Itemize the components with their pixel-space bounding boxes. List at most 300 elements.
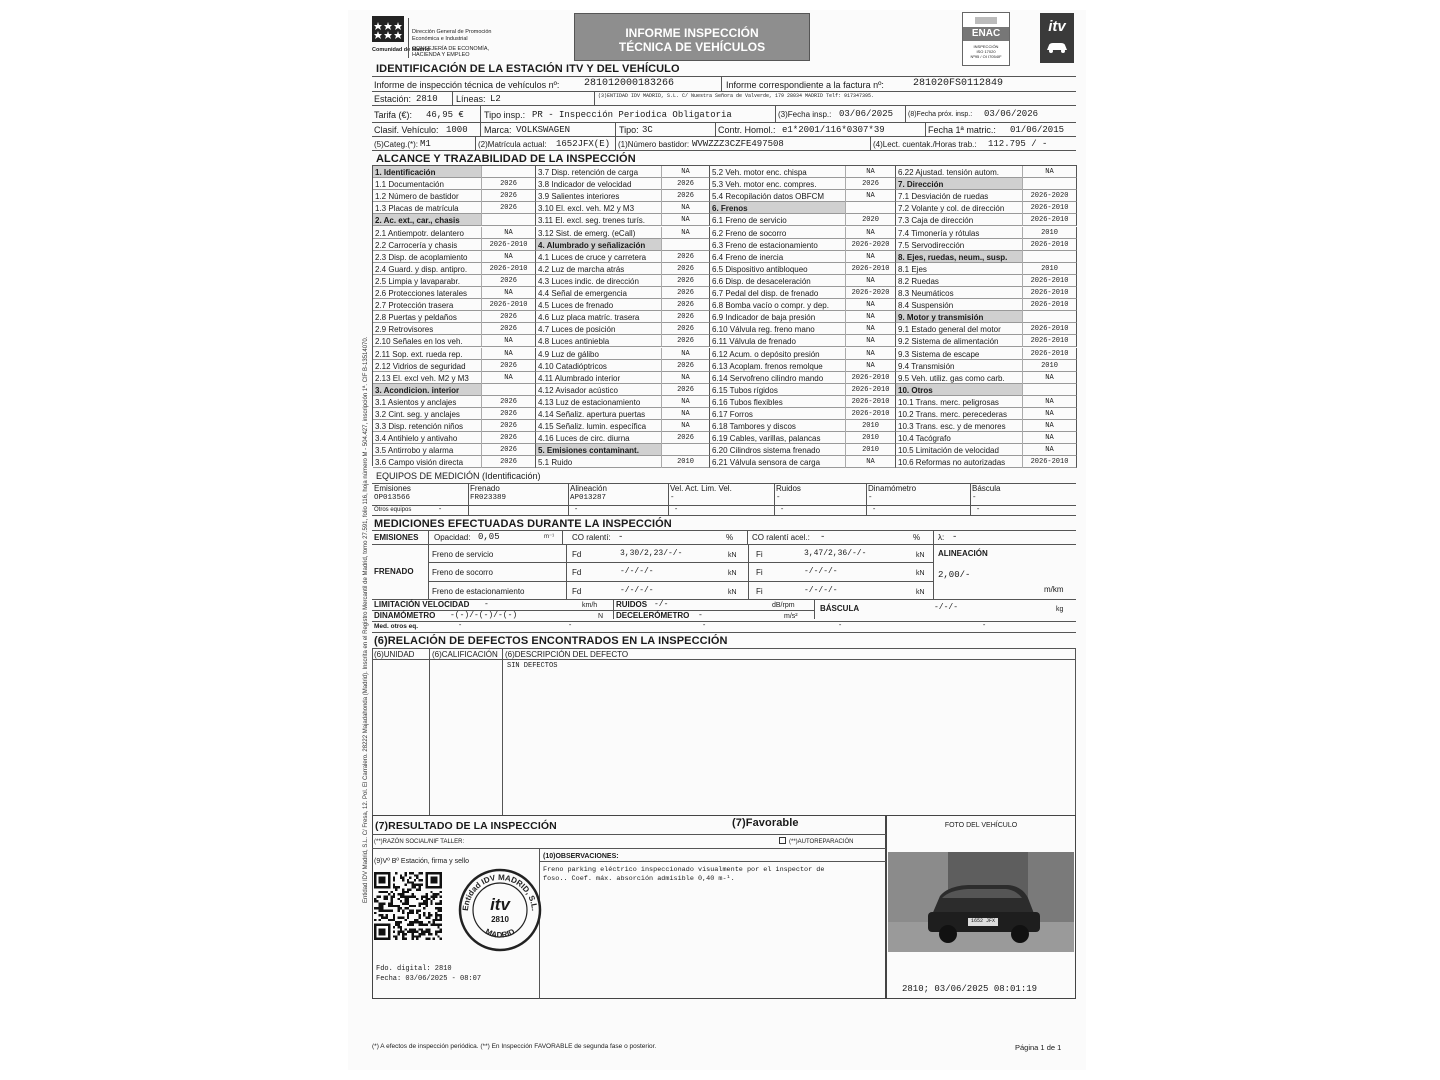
med-otros-label: Med. otros eq. [374,623,419,630]
alcance-item [896,396,1077,408]
alcance-item [896,311,1077,323]
alcance-item-label: 2.10 Señales en los veh. [375,337,463,347]
brake-label: Freno de socorro [432,568,493,578]
alcance-item-label: 6.2 Freno de socorro [712,228,787,238]
marca-value: VOLKSWAGEN [516,125,571,135]
alcance-item [536,251,710,263]
alcance-item-value: 2026-2020 [851,289,890,297]
alcance-item-value: NA [866,325,875,334]
alcance-item-label: 6.21 Válvula sensora de carga [712,458,821,468]
alcance-group-label: 10. Otros [898,385,933,395]
alcance-item-label: 8.1 Ejes [898,264,927,274]
alcance-item-value: 2010 [862,422,879,431]
mediciones-title: MEDICIONES EFECTUADAS DURANTE LA INSPECCIÓN [374,518,672,530]
tipo-value: 3C [642,125,653,135]
limitacion-label: LIMITACIÓN VELOCIDAD [374,600,470,609]
alineacion-unit: m/km [1044,585,1064,594]
vehicle-plate: 1652 JFX [970,918,995,924]
alcance-item [373,444,536,456]
alcance-item-label: 3.6 Campo visión directa [375,458,464,468]
alcance-item-value: NA [1045,168,1054,176]
observaciones-line1: Freno parking eléctrico inspeccionado visualmente por el inspector de [543,866,825,874]
alcance-item-label: 2.6 Protecciones laterales [375,289,468,298]
med-otros-value: - [838,622,843,630]
alcance-item-label: 4.1 Luces de cruce y carretera [538,252,647,262]
dinamometro-unit: N [598,613,604,620]
alcance-item-label: 6.16 Tubos flexibles [712,397,783,407]
alcance-item-label: 4.7 Luces de posición [538,325,616,335]
alcance-item-value: NA [504,289,513,297]
alcance-item-value: 2026-2010 [1030,204,1069,213]
alcance-item-label: 4.12 Avisador acústico [538,385,618,395]
alcance-group-label: 1. Identificación [375,168,436,177]
alcance-item-label: 8.4 Suspensión [898,301,954,311]
firma-label: (9)Vº Bº Estación, firma y sello [374,858,469,865]
alcance-item-label: 4.11 Alumbrado interior [538,373,621,383]
bastidor-label: (1)Número bastidor: [618,140,690,149]
informe-value: 281012000183266 [584,78,675,89]
alcance-item [710,166,896,178]
alcance-item-label: 7.2 Volante y col. de dirección [898,204,1005,214]
alcance-item [373,408,536,420]
alcance-item-label: 7.5 Servodirección [898,240,965,250]
alcance-item-label: 10.6 Reformas no autorizadas [898,458,1006,468]
fd-label: Fd [572,568,582,578]
alcance-item-value: 2026 [862,180,879,189]
alcance-item-value: NA [866,192,875,201]
alcance-item-label: 9.5 Veh. utiliz. gas como carb. [898,373,1005,383]
alcance-item [896,275,1077,287]
opacidad-label: Opacidad: [434,533,471,542]
alcance-item-value: NA [681,216,690,225]
equipo-value: OP013566 [374,494,411,502]
alcance-item-value: 2026-2010 [851,397,890,406]
autorep-checkbox[interactable] [779,837,786,844]
alcance-item-label: 9.4 Transmisión [898,361,955,371]
enac-sub-1: INSPECCIÓN [973,44,999,49]
alcance-item [710,178,896,190]
otros-equipos-row [372,505,1076,515]
alcance-item-label: 7.1 Desviación de ruedas [898,192,989,202]
alcance-item-label: 4.13 Luz de estacionamiento [538,397,641,407]
alcance-item-value: 2026 [500,204,517,213]
alcance-item [710,275,896,287]
org-line-4: HACIENDA Y EMPLEO [412,52,470,58]
alcance-item-value: NA [1045,422,1054,431]
equipo-label: Ruidos [776,484,801,493]
alcance-item [896,456,1077,468]
alcance-item [710,408,896,420]
alcance-item [373,263,536,275]
co-value: - [618,532,624,542]
tipo-insp-value: PR - Inspección Periodica Obligatoria [532,110,732,120]
alcance-item [896,299,1077,311]
alcance-item-value: 2026 [677,337,694,346]
org-line-1: Dirección General de Promoción [412,29,492,35]
alcance-item [710,420,896,432]
alcance-item-value: NA [866,168,875,176]
alcance-item [536,311,710,323]
alcance-item-label: 4.15 Señaliz. lumin. específica [538,422,647,432]
alcance-item [536,444,710,456]
alcance-item [536,396,710,408]
alcance-item-label: 2.8 Puertas y peldaños [375,313,457,323]
alcance-item [896,432,1077,444]
alcance-item [373,202,536,214]
alcance-item-label: 6.20 Cilindros sistema frenado [712,446,821,456]
alcance-item-label: 5.4 Recopilación datos OBFCM [712,192,825,202]
alcance-item-value: NA [504,252,513,261]
lambda-value: - [952,532,958,542]
bastidor-value: WVWZZZ3CZFE497508 [692,139,784,149]
alcance-item-label: 10.2 Trans. merc. perecederas [898,410,1007,419]
matricula-label: (2)Matrícula actual: [478,140,547,149]
alcance-item-value: NA [866,276,875,285]
alcance-item-label: 4.14 Señaliz. apertura puertas [538,410,646,419]
foto-label: FOTO DEL VEHÍCULO [944,822,1018,829]
enac-logo [962,12,1010,66]
alcance-item-value: 2026-2010 [1030,458,1069,467]
otros-equipo-value: - [976,506,981,514]
clasif-value: 1000 [446,125,468,135]
alcance-item-label: 4.5 Luces de frenado [538,301,614,311]
alcance-item-label: 6.1 Freno de servicio [712,216,787,226]
estacion-value: 2810 [416,94,438,104]
report-title-line1: INFORME INSPECCIÓN [625,26,759,40]
categ-label: (5)Categ.(*): [374,140,419,149]
alcance-item-label: 3.3 Disp. retención niños [375,422,464,432]
alcance-item-value: NA [681,410,690,418]
razon-social-label: (**)RAZÓN SOCIAL/NIF TALLER: [374,839,465,845]
alcance-item-label: 6.18 Tambores y discos [712,422,796,432]
co-label: CO ralentí: [572,533,611,542]
homol-label: Contr. Homol.: [718,125,776,135]
alcance-item-value: NA [681,228,690,237]
fd-unit: kN [728,552,737,559]
alcance-item [373,275,536,287]
categ-value: M1 [420,139,431,149]
med-otros-value: - [568,622,573,630]
alcance-item [373,432,536,444]
fi-label: Fi [756,550,763,559]
matricula-value: 1652JFX(E) [556,139,611,149]
alcance-item-label: 2.11 Sop. ext. rueda rep. [375,349,463,359]
footer-note: (*) A efectos de inspección periódica. (**) En Inspección FAVORABLE de segunda fase o posterior. [372,1043,657,1050]
alcance-item-label: 6.22 Ajustad. tensión autom. [898,168,999,177]
alcance-item [536,166,710,178]
alcance-item-value: NA [866,313,875,322]
opacidad-unit: m⁻¹ [544,534,555,540]
opacidad-value: 0,05 [478,532,500,542]
alcance-item-value: 2026-2010 [851,264,890,273]
itv-logo-label: itv [1048,18,1066,35]
ruidos-label: RUIDOS [616,600,648,609]
alcance-item-value: 2026-2010 [1030,240,1069,249]
alcance-item-value: 2010 [1041,228,1058,237]
informe-label: Informe de inspección técnica de vehículos nº: [374,80,560,90]
alcance-item [896,227,1077,239]
observaciones-line2: foso.. Coef. máx. absorción admisible 0,40 m-¹. [543,875,735,883]
alcance-item [536,420,710,432]
alcance-item [710,214,896,226]
alcance-item-value: 2026 [500,434,517,443]
factura-value: 281020FS0112849 [913,78,1004,89]
alcance-item-label: 2.1 Antiempotr. delantero [375,228,464,238]
otros-equipo-value: - [574,506,579,514]
alcance-item [536,214,710,226]
alcance-item-label: 7.4 Timonería y rótulas [898,228,980,238]
alcance-item-value: 2026-2010 [851,373,890,382]
alcance-item-label: 3.8 Indicador de velocidad [538,180,632,190]
alcance-group-label: 3. Acondicion. interior [375,385,460,395]
alcance-grid [372,165,1077,466]
med-otros-value: - [982,622,987,630]
bascula-unit: kg [1056,606,1064,613]
alcance-item [373,287,536,299]
alcance-item-value: 2026 [500,276,517,285]
equipo-value: - [972,494,977,502]
alcance-item-label: 1.1 Documentación [375,180,444,190]
inspection-report-page [348,10,1086,1070]
alcance-item [536,408,710,420]
equipo-label: Emisiones [374,484,411,493]
alcance-item [710,444,896,456]
alcance-item [896,166,1077,178]
ruidos-unit: dB/rpm [772,602,795,609]
alcance-item-value: NA [1045,446,1054,455]
alcance-item-value: NA [1045,434,1054,443]
alcance-item [373,239,536,251]
alcance-item-label: 5.3 Veh. motor enc. compres. [712,180,817,190]
alcance-item-value: 2026 [677,301,694,310]
otros-equipo-value: - [674,506,679,514]
alcance-item [536,299,710,311]
alcance-item-label: 8.3 Neumáticos [898,289,954,298]
alcance-item-label: 3.5 Antirrobo y alarma [375,446,454,456]
alcance-item-value: 2026 [500,397,517,406]
matric-label: Fecha 1ª matric.: [928,125,996,135]
alcance-item-value: 2026 [500,410,517,418]
alcance-item-label: 2.5 Limpia y lavaparabr. [375,276,460,286]
alcance-item-value: 2026 [500,325,517,334]
registry-side-text: Entidad IDV Madrid, S.L. C/ Fresa, 12. Pol. El Carralero. 28222 Majadahonda (Madrid). Inscrita en el Registro Mercantil de Madrid, tomo 27.591, folio 116, hoja número M - 504.427, inscripción 1ª. CIF B-13514070. [363,336,369,903]
alcance-item [896,372,1077,384]
alcance-item [710,190,896,202]
org-line-3: CONSEJERÍA DE ECONOMÍA, [412,46,490,52]
alcance-item [536,384,710,396]
equipo-value: FR023389 [470,494,507,502]
alcance-item-label: 2.9 Retrovisores [375,325,434,335]
equipo-value: - [868,494,873,502]
resultado-value: (7)Favorable [732,817,799,829]
alcance-item-label: 4.9 Luz de gálibo [538,349,599,359]
alcance-item [710,263,896,275]
alcance-item-value: 2010 [862,446,879,455]
equipos-row [372,483,1076,505]
dinamometro-value: -(-)/-(-)/-(-) [450,611,518,620]
alcance-item-label: 2.4 Guard. y disp. antipro. [375,264,468,274]
alcance-item [373,166,536,178]
fd-unit: kN [728,570,737,578]
org-name: Comunidad de Madrid [372,47,430,53]
alcance-item-value: NA [866,337,875,346]
alcance-item-label: 4.4 Señal de emergencia [538,289,627,298]
alcance-item [373,323,536,335]
alcance-item [710,227,896,239]
alcance-item [536,178,710,190]
alcance-item-label: 2.2 Carrocería y chasis [375,240,458,250]
alcance-item [896,178,1077,190]
alcance-item-value: NA [504,337,513,346]
alcance-item-value: NA [681,204,690,213]
alcance-item-value: 2026 [677,180,694,189]
clasif-label: Clasif. Vehículo: [374,125,439,135]
alcance-item [896,214,1077,226]
alcance-item [536,456,710,468]
alcance-item-value: 2026-2010 [1030,349,1069,358]
alcance-item-value: 2026-2010 [851,385,890,394]
alcance-item-value: 2026 [500,422,517,431]
decelerometro-unit: m/s² [784,613,798,620]
frenado-label: FRENADO [374,567,414,576]
med-otros-row [372,621,1076,632]
photo-caption: 2810; 03/06/2025 08:01:19 [902,984,1038,994]
alcance-item-label: 9.3 Sistema de escape [898,349,980,359]
alcance-item-value: NA [681,373,690,382]
alineacion-label: ALINEACIÓN [938,549,988,558]
alcance-item-value: 2026 [677,192,694,201]
alcance-item-value: 2026 [677,313,694,322]
fi-value: -/-/-/- [804,567,838,577]
alcance-item [536,360,710,372]
alcance-item-value: NA [866,361,875,370]
otros-equipo-value: - [872,506,877,514]
bascula-label: BÁSCULA [820,604,860,613]
observaciones-label: (10)OBSERVACIONES: [543,853,619,860]
fd-value: -/-/-/- [620,567,654,577]
alcance-item-label: 6.8 Bomba vacío o compr. y dep. [712,301,829,311]
tipo-insp-label: Tipo insp.: [484,110,526,120]
alcance-item-value: 2026-2010 [851,410,890,418]
alcance-item [710,372,896,384]
fi-value: 3,47/2,36/-/- [804,549,867,558]
alcance-item-label: 3.1 Asientos y anclajes [375,397,457,407]
seal-top-text: Entidad IDV MADRID, S.L. [460,872,539,912]
co-acel-label: CO ralentí acel.: [752,533,810,542]
alcance-item-value: 2026 [677,276,694,285]
alcance-item-value: 2026 [677,385,694,394]
alcance-item-value: 2010 [677,458,694,467]
alcance-group-label: 4. Alumbrado y señalización [538,240,646,250]
alcance-item [536,372,710,384]
seal-bottom-text: MADRID [483,927,517,940]
alcance-item [536,287,710,299]
alcance-item [710,360,896,372]
alcance-item [896,348,1077,360]
alcance-item-value: 2026-2010 [1030,325,1069,334]
alcance-group-label: 9. Motor y transmisión [898,313,984,323]
alcance-item-value: 2026-2010 [489,301,528,310]
alcance-item-label: 3.10 El. excl. veh. M2 y M3 [538,204,635,214]
alcance-item-label: 3.9 Salientes interiores [538,192,620,202]
alcance-item-value: 2026-2010 [1030,337,1069,346]
alcance-item-value: NA [504,373,513,382]
alcance-item-label: 2.12 Vidrios de seguridad [375,361,466,371]
alcance-item-label: 2.7 Protección trasera [375,301,454,311]
fi-label: Fi [756,568,763,578]
alcance-item [536,202,710,214]
equipo-value: AP013287 [570,494,607,502]
alcance-item-value: 2026 [500,361,517,370]
alcance-item-value: NA [681,168,690,176]
alcance-item [373,396,536,408]
alcance-item [710,202,896,214]
enac-sub-2: ISO 17020 [976,49,996,54]
qr-code [374,872,442,940]
bascula-value: -/-/- [934,603,959,612]
alcance-item-label: 6.12 Acum. o depósito presión [712,349,820,359]
alcance-item-label: 4.10 Catadióptricos [538,361,607,371]
alcance-item-value: 2026 [677,325,694,334]
alcance-item [373,214,536,226]
alcance-item-label: 6.5 Dispositivo antibloqueo [712,264,808,274]
footer-page: Página 1 de 1 [1015,1043,1062,1052]
alineacion-value: 2,00/- [938,570,971,580]
fecha-insp-label: (3)Fecha insp.: [778,110,832,119]
alcance-item-label: 6.11 Válvula de frenado [712,337,796,347]
alcance-item [536,275,710,287]
alcance-item-value: 2026-2010 [489,264,528,273]
enac-sub-3: Nº95 / OI I7054IF [970,54,1002,59]
alcance-item [373,335,536,347]
homol-value: e1*2001/116*0307*39 [782,125,885,135]
alcance-item [536,432,710,444]
alcance-item [896,444,1077,456]
enac-label: ENAC [963,27,1009,41]
org-line-2: Económica e Industrial [412,36,468,42]
alcance-item-value: 2026 [500,192,517,201]
alcance-item-value: NA [866,458,875,467]
alcance-item [896,202,1077,214]
alcance-item-label: 8.2 Ruedas [898,276,939,286]
alcance-item [710,251,896,263]
alcance-item [710,287,896,299]
alcance-item [896,408,1077,420]
alcance-item-label: 2.3 Disp. de acoplamiento [375,252,468,262]
alcance-item [373,251,536,263]
equipo-label: Frenado [470,484,500,493]
factura-label: Informe correspondiente a la factura nº: [726,80,884,90]
estacion-label: Estación: [374,94,412,104]
alcance-item [536,348,710,360]
fd-label: Fd [572,586,582,596]
alcance-item-value: 2026 [677,252,694,261]
alcance-item [373,456,536,468]
alcance-item-label: 4.6 Luz placa matríc. trasera [538,313,640,323]
fi-label: Fi [756,586,763,596]
alcance-item-label: 5.2 Veh. motor enc. chispa [712,168,807,177]
alcance-item [536,323,710,335]
alcance-item [373,372,536,384]
svg-text:MADRID [484,927,516,940]
alcance-item [373,360,536,372]
alcance-item-label: 6.15 Tubos rígidos [712,385,778,395]
alcance-item [710,384,896,396]
entidad-text: (3)ENTIDAD IDV MADRID, S.L. C/ Nuestra Señora de Valverde, 179 28034 MADRID Telf: 917347395. [598,93,875,99]
alcance-item-value: NA [866,349,875,358]
alcance-item-value: 2026 [500,458,517,467]
alcance-item-label: 10.3 Trans. esc. y de menores [898,422,1006,432]
